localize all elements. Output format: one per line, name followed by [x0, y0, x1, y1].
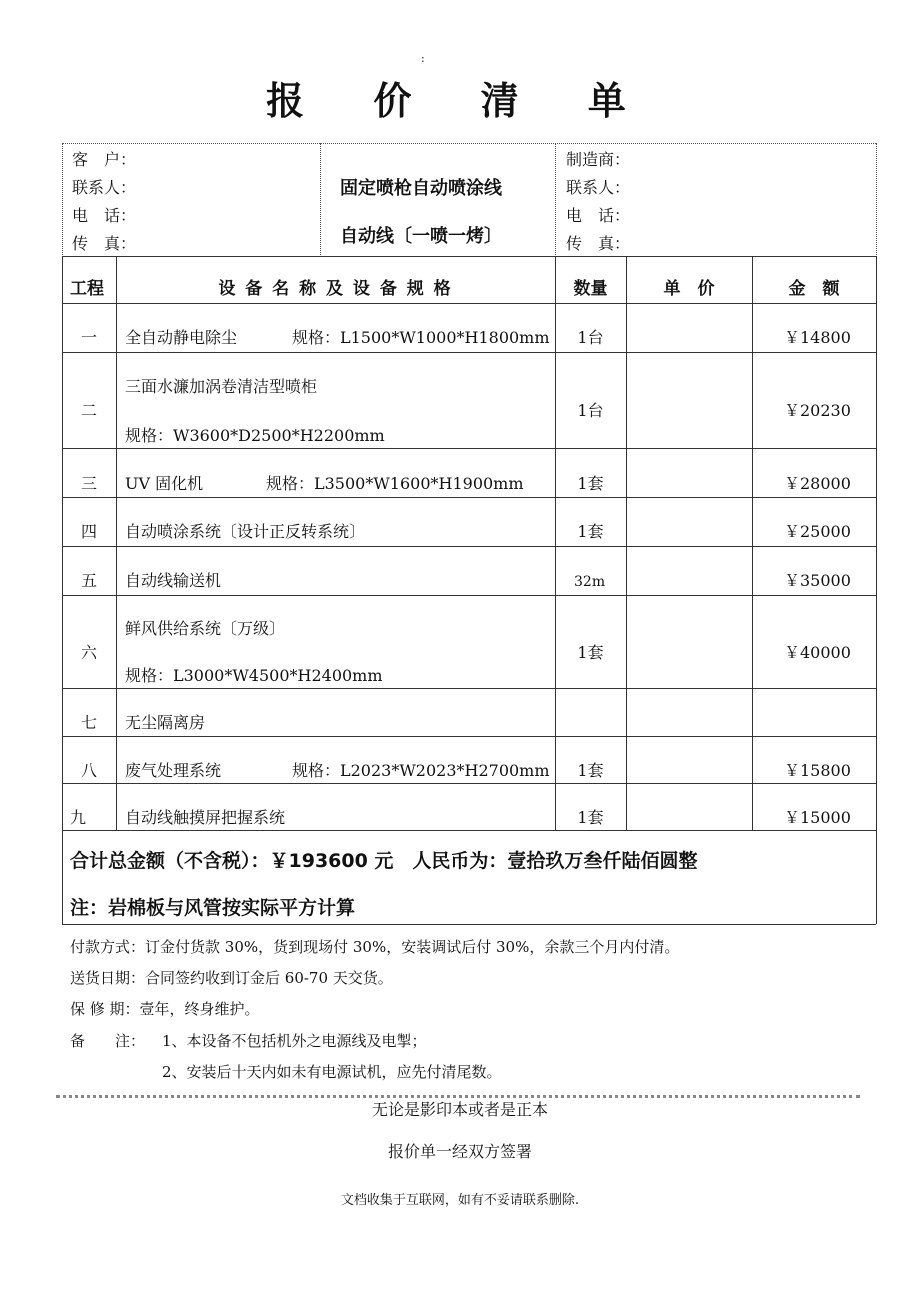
- row-item-name: UV 固化机: [125, 474, 204, 493]
- footer-line-3: 文档收集于互联网，如有不妥请联系删除.: [340, 1193, 580, 1208]
- remark-label: 备 注：: [70, 1032, 146, 1050]
- footer-line-2: 报价单一经双方签署: [387, 1142, 532, 1161]
- header-qty: 数量: [573, 279, 608, 299]
- top-mark: :: [421, 52, 425, 65]
- header-amount: 金 额: [788, 279, 840, 299]
- fax-label: 传 真：: [72, 234, 137, 253]
- row-item-name: 鲜风供给系统〔万级〕: [125, 619, 286, 638]
- row-qty: 1台: [577, 401, 604, 420]
- row-item-name: 废气处理系统: [125, 761, 222, 780]
- delivery-date: 送货日期：合同签约收到订金后 60-70 天交货。: [70, 969, 393, 987]
- project-name-line1: 固定喷枪自动喷涂线: [340, 178, 502, 199]
- row-amount: ￥25000: [784, 522, 851, 541]
- divider: [56, 1095, 860, 1098]
- row-amount: ￥40000: [784, 643, 851, 662]
- row-item-name: 无尘隔离房: [125, 713, 206, 732]
- contact-label: 联系人：: [72, 178, 137, 197]
- row-item-name: 自动喷涂系统〔设计正反转系统〕: [125, 522, 366, 541]
- row-no: 三: [80, 474, 97, 493]
- payment-terms: 付款方式：订金付货款 30%，货到现场付 30%，安装调试后付 30%，余款三个月内付清。: [70, 938, 680, 956]
- row-item-spec-line: [125, 426, 385, 446]
- row-no: 五: [80, 571, 97, 590]
- row-no: 六: [80, 643, 97, 662]
- row-no: 九: [70, 808, 87, 827]
- row-item-name: 自动线触摸屏把握系统: [125, 808, 286, 827]
- row-item-name: 自动线输送机: [125, 571, 222, 590]
- footer-line-1: 无论是影印本或者是正本: [371, 1100, 548, 1119]
- header-name: 设 备 名 称 及 设 备 规 格: [218, 279, 453, 299]
- manufacturer-contact-label: 联系人：: [566, 178, 631, 197]
- row-item-spec-text: 规格：L3000*W4500*H2400mm: [125, 666, 383, 685]
- remark-1: 1、本设备不包括机外之电源线及电掣；: [162, 1032, 427, 1050]
- row-amount: ￥28000: [784, 474, 851, 493]
- header-unit-price: 单 价: [663, 279, 715, 299]
- row-qty: 1套: [577, 643, 604, 662]
- row-no: 二: [80, 401, 97, 420]
- row-amount: ￥15000: [784, 808, 851, 827]
- total-amount: 合计总金额（不含税）：￥193600 元 人民币为：壹拾玖万叁仟陆佰圆整: [70, 850, 698, 872]
- row-item-spec: 规格：L2023*W2023*H2700mm: [292, 761, 550, 780]
- row-item-spec: 规格：L1500*W1000*H1800mm: [292, 328, 550, 347]
- manufacturer-fax-label: 传 真：: [566, 234, 631, 253]
- manufacturer-phone-label: 电 话：: [566, 206, 631, 225]
- header-no: 工程: [70, 279, 104, 299]
- project-name-line2: 自动线〔一喷一烤〕: [340, 226, 502, 247]
- page-title: 报 价 清 单: [266, 79, 654, 123]
- manufacturer-label: 制造商：: [566, 150, 631, 169]
- row-no: 四: [80, 522, 97, 541]
- row-item-name: 三面水濂加涡卷清洁型喷柜: [125, 377, 318, 396]
- phone-label: 电 话：: [72, 206, 137, 225]
- row-no: 八: [80, 761, 97, 780]
- row-amount: ￥35000: [784, 571, 851, 590]
- row-no: 七: [80, 713, 97, 732]
- warranty: 保 修 期：壹年，终身维护。: [70, 1000, 260, 1018]
- table-note: 注：岩棉板与风管按实际平方计算: [70, 897, 356, 919]
- row-amount: ￥14800: [784, 328, 851, 347]
- row-qty: 1套: [577, 761, 604, 780]
- row-item-spec-line: [125, 666, 383, 686]
- row-amount: ￥20230: [784, 401, 851, 420]
- row-qty: 32m: [574, 574, 606, 590]
- customer-label: 客 户：: [72, 150, 137, 169]
- row-item-name: 全自动静电除尘: [125, 328, 238, 347]
- row-no: 一: [80, 328, 97, 347]
- row-item-spec-text: 规格：W3600*D2500*H2200mm: [125, 426, 385, 445]
- row-qty: 1套: [577, 808, 604, 827]
- row-qty: 1套: [577, 474, 604, 493]
- row-qty: 1台: [577, 328, 604, 347]
- remark-2: 2、安装后十天内如未有电源试机，应先付清尾数。: [162, 1063, 502, 1081]
- row-amount: ￥15800: [784, 761, 851, 780]
- row-item-spec: 规格：L3500*W1600*H1900mm: [266, 474, 524, 493]
- row-qty: 1套: [577, 522, 604, 541]
